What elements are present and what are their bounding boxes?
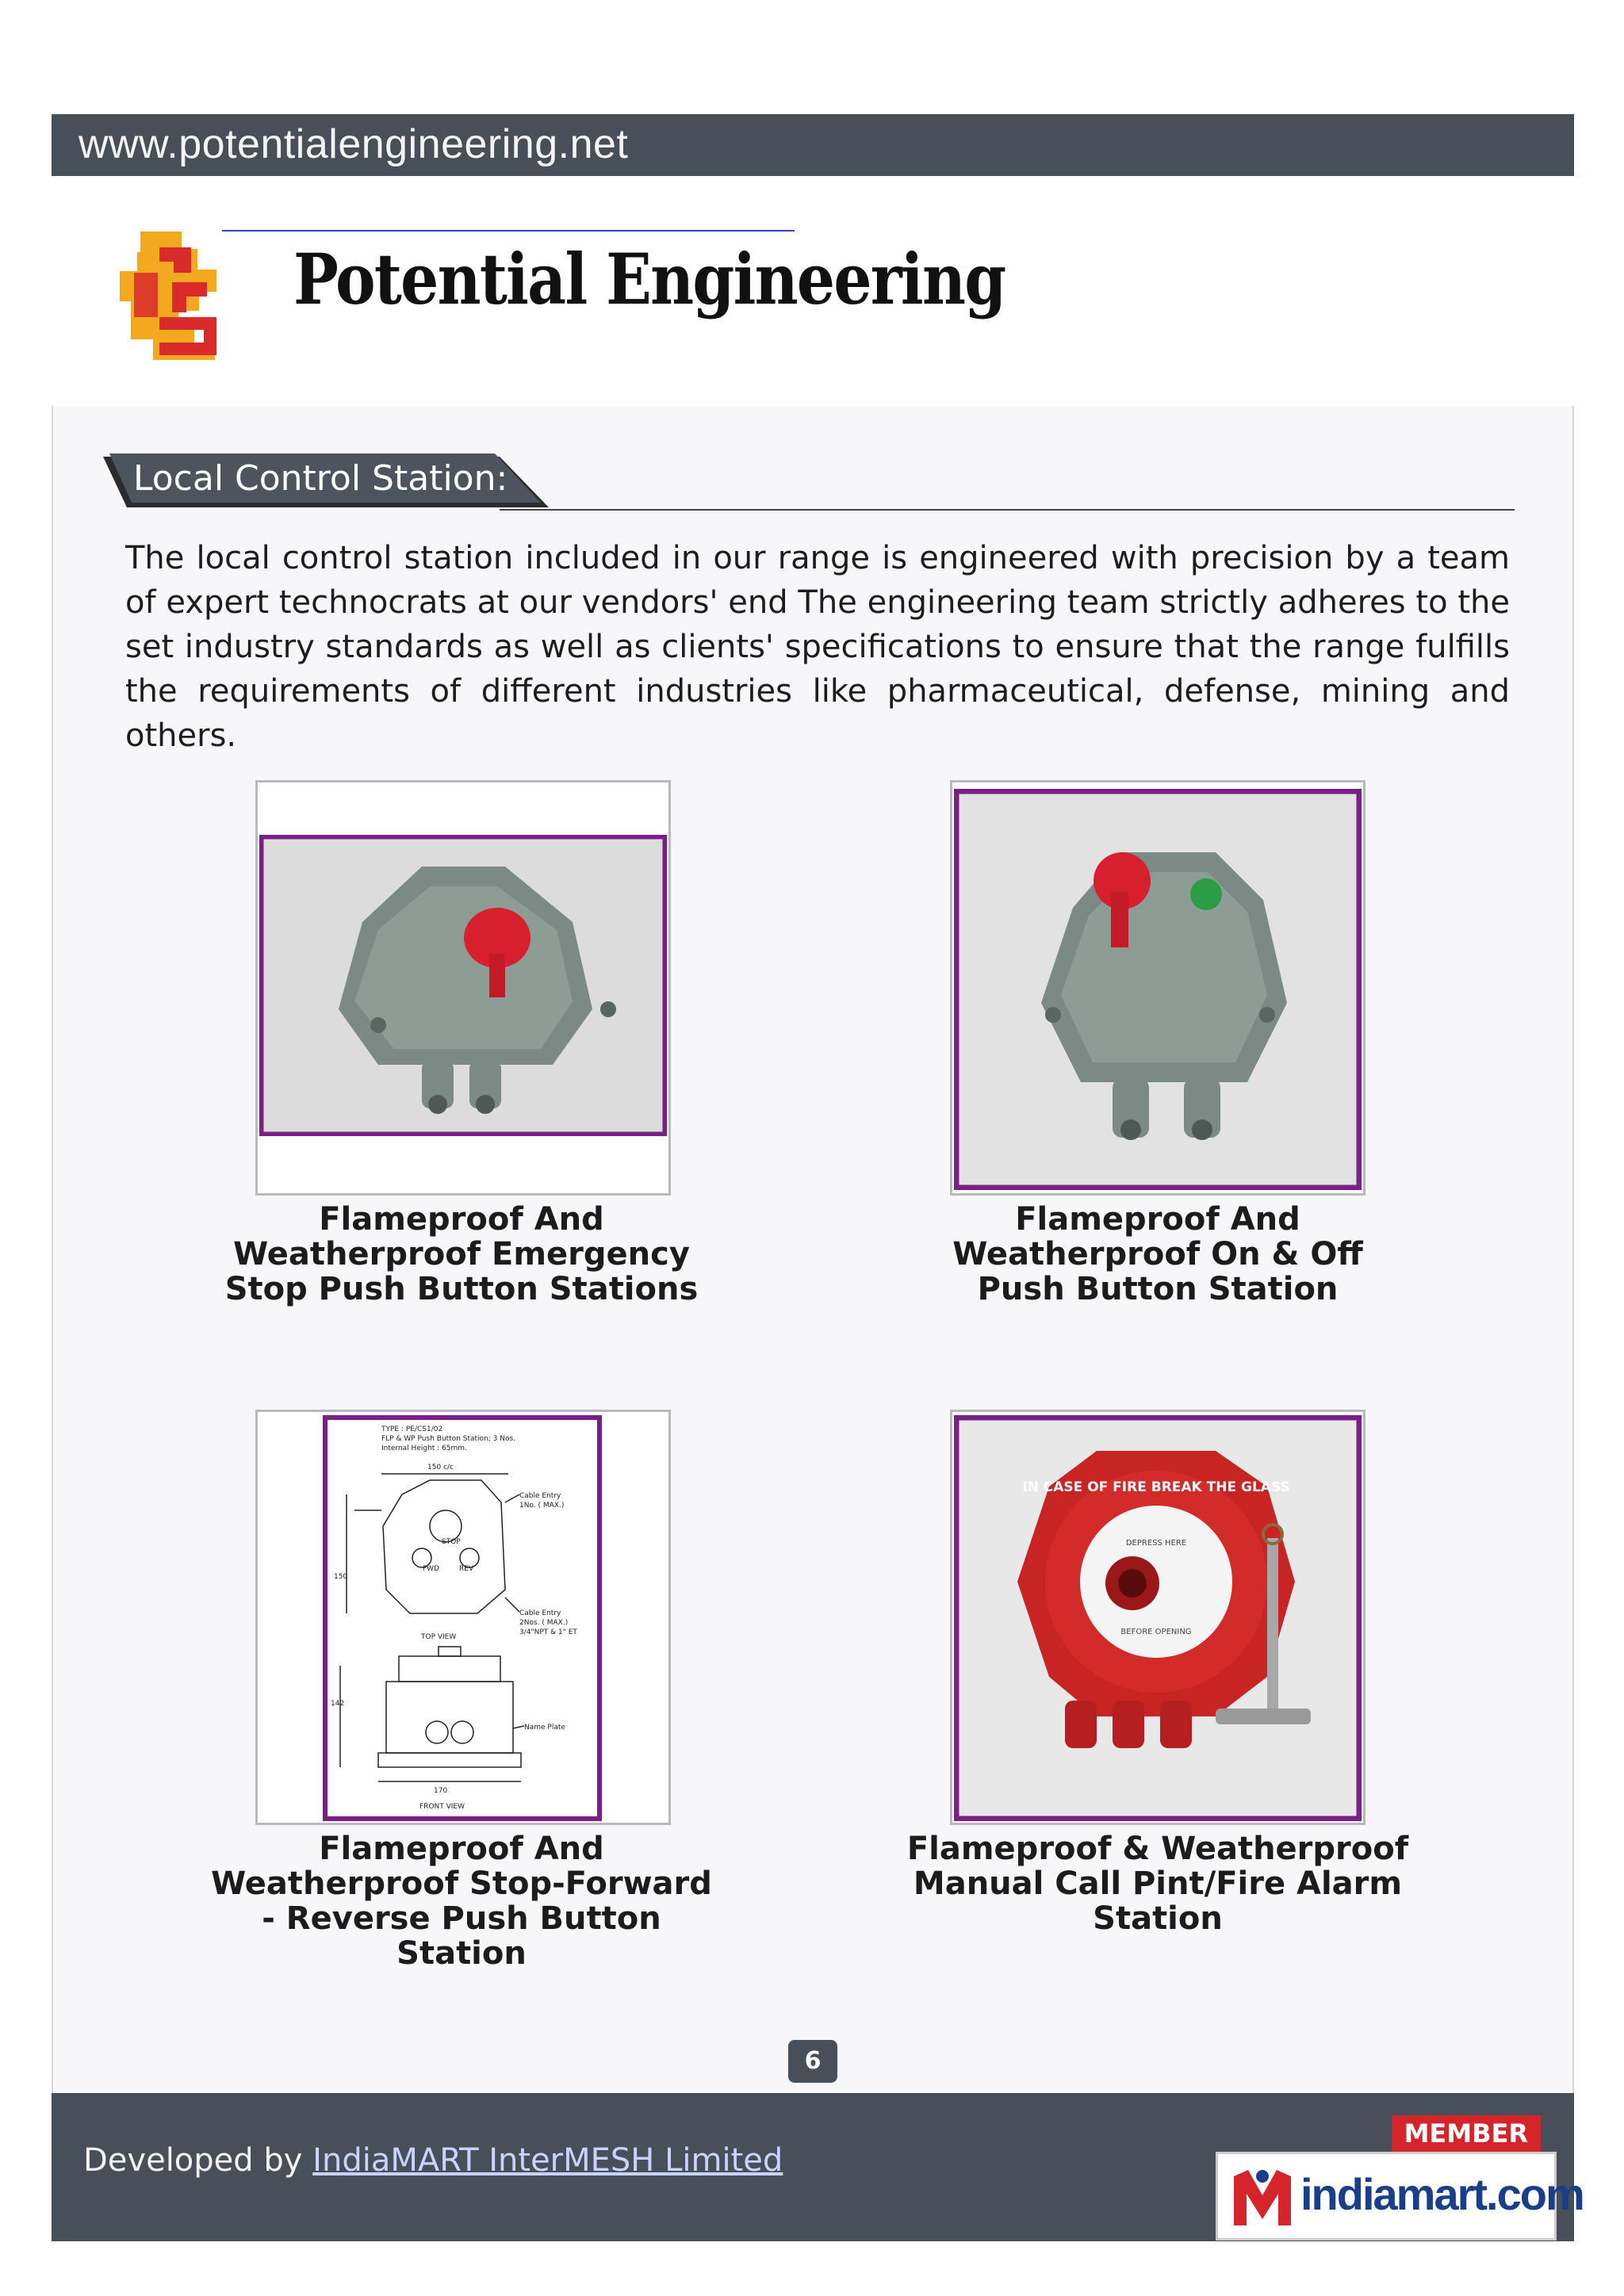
drawing-dim-142: 142 (331, 1700, 345, 1708)
drawing-dim-150: 150 (334, 1573, 348, 1581)
red-fire-alarm-station (954, 1415, 1362, 1821)
product-card-on-off[interactable] (950, 780, 1365, 1196)
drawing-front-view: FRONT VIEW (419, 1803, 465, 1811)
gear-pe-logo (117, 225, 234, 360)
product-caption-stop-forward-reverse[interactable]: Flameproof And Weatherproof Stop-Forward - Reverse Push Button Station (211, 1831, 712, 1972)
drawing-cable-entry-1: Cable Entry (519, 1492, 561, 1500)
header (52, 176, 1574, 406)
indiamart-wordmark: indiamart.com (1300, 2169, 1584, 2219)
drawing-cable-entry-2: Cable Entry (519, 1609, 561, 1617)
brand-name: Potential Engineering (293, 238, 1005, 320)
top-bar (52, 114, 1574, 176)
product-card-stop-forward-reverse[interactable] (255, 1410, 671, 1825)
drawing-type-label: TYPE : PE/CS1/02 (381, 1425, 443, 1433)
footer (52, 2093, 1584, 2241)
drawing-top-view: TOP VIEW (421, 1633, 457, 1641)
grey-push-button-station-red-knob (259, 835, 667, 1136)
product-card-emergency-stop[interactable] (255, 780, 671, 1196)
drawing-cable-entry-2c: 3/4"NPT & 1" ET (519, 1628, 577, 1636)
drawing-dim-top: 150 c/c (427, 1464, 454, 1471)
product-caption-on-off[interactable]: Flameproof And Weatherproof On & Off Push Button Station (952, 1201, 1363, 1307)
page-number: 6 (788, 2040, 837, 2083)
section-title: Local Control Station: (133, 458, 508, 499)
member-badge: MEMBER (1392, 2115, 1541, 2152)
drawing-dim-bottom: 170 (434, 1787, 448, 1795)
indiamart-m-icon (1229, 2164, 1296, 2230)
drawing-desc-label: FLP & WP Push Button Station; 3 Nos. (381, 1435, 516, 1443)
alarm-ring-text: IN CASE OF FIRE BREAK THE GLASS (1022, 1479, 1290, 1495)
section-header (103, 453, 1515, 514)
section-divider (500, 509, 1515, 511)
indiamart-badge[interactable] (1216, 2115, 1584, 2226)
alarm-inner-top: DEPRESS HERE (1125, 1539, 1187, 1548)
grey-push-button-station-red-green-buttons (954, 789, 1362, 1190)
indiamart-logo-box (1216, 2152, 1584, 2241)
product-caption-fire-alarm[interactable]: Flameproof & Weatherproof Manual Call Pint/Fire Alarm Station (906, 1831, 1409, 1937)
product-caption-emergency-stop[interactable]: Flameproof And Weatherproof Emergency Stop Push Button Stations (224, 1201, 699, 1307)
drawing-cable-entry-1b: 1No. ( MAX.) (519, 1502, 565, 1510)
drawing-stop-label: STOP (442, 1538, 461, 1546)
footer-prefix: Developed by (83, 2142, 313, 2179)
footer-credit (83, 2142, 783, 2179)
site-url[interactable]: www.potentialengineering.net (79, 121, 629, 167)
drawing-cable-entry-2b: 2Nos. ( MAX.) (519, 1619, 569, 1627)
technical-drawing-push-button-station (323, 1415, 602, 1821)
drawing-height-label: Internal Height : 65mm. (381, 1445, 467, 1452)
footer-developer-link[interactable]: IndiaMART InterMESH Limited (312, 2142, 783, 2179)
drawing-name-plate: Name Plate (524, 1724, 565, 1732)
alarm-inner-bottom: BEFORE OPENING (1120, 1628, 1192, 1636)
header-link-underline (222, 230, 795, 232)
drawing-rev-label: REV (459, 1565, 474, 1573)
product-card-fire-alarm[interactable] (950, 1410, 1365, 1825)
drawing-fwd-label: FWD (423, 1565, 440, 1573)
section-intro: The local control station included in our range is engineered with precision by a team of expert technocrats at our vendors' end The engineering team strictly adheres to the set industry standards as well as clients' specifications to ensure that the range fulfills the requirements of different industries like pharmaceutical, defense, mining and others. (125, 540, 1510, 754)
